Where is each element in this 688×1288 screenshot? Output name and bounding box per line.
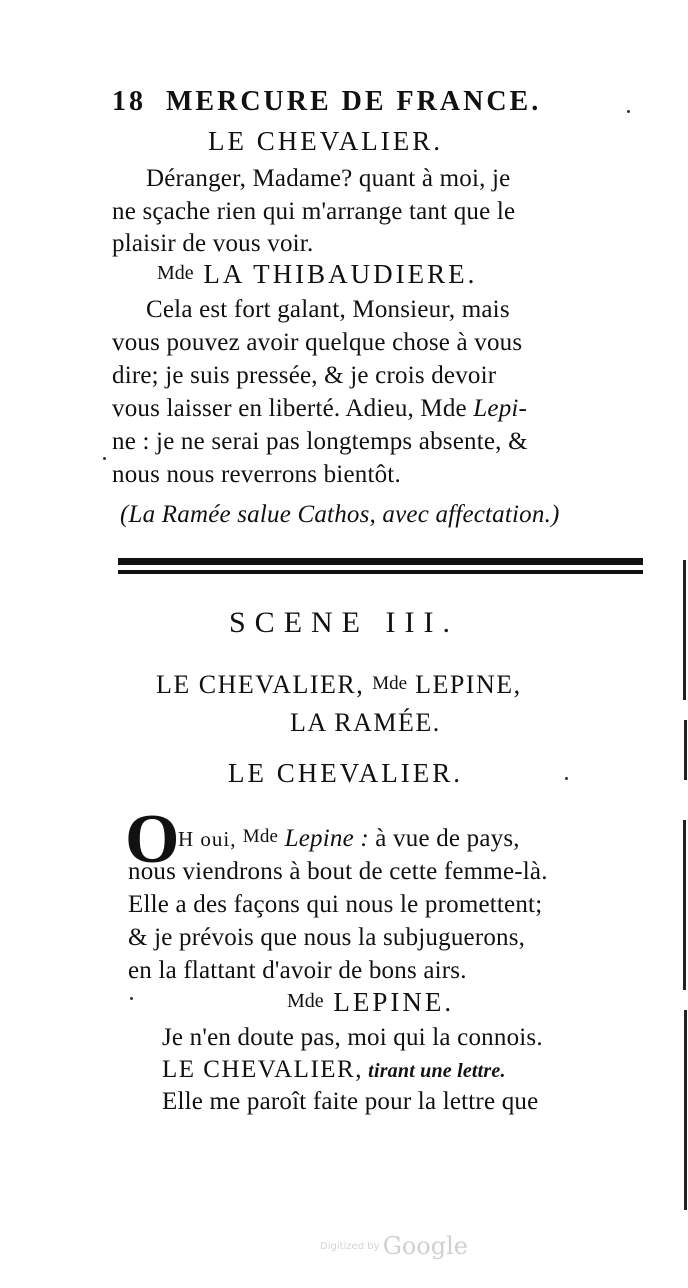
speech-line: nous nous reverrons bientôt. (112, 461, 401, 488)
watermark-prefix: Digitized by (320, 1241, 380, 1252)
scan-speck (565, 777, 568, 780)
speaker-chevalier: LE CHEVALIER. (208, 126, 443, 156)
speaker-name: LE CHEVALIER, (162, 1056, 363, 1083)
speaker-title-prefix: Mde (287, 990, 324, 1012)
speech-line: vous pouvez avoir quelque chose à vous (112, 329, 523, 356)
google-logo: Google (382, 1232, 468, 1260)
cast-name-lepine: LEPINE, (407, 670, 522, 699)
scene-cast-line: LA RAMÉE. (290, 708, 441, 737)
speaker-chevalier: LE CHEVALIER. (228, 758, 463, 788)
scan-speck (130, 997, 133, 1000)
speech-line-italic-name: Lepi- (473, 395, 528, 422)
speaker-thibaudiere (157, 261, 477, 288)
speech-line: Elle a des façons qui nous le promettent; (128, 891, 543, 918)
scan-speck (103, 457, 106, 460)
cast-name-chevalier: LE CHEVALIER, (156, 670, 373, 699)
scan-margin-mark (684, 1010, 687, 1210)
speech-line: plaisir de vous voir. (112, 230, 314, 257)
speech-italic-name: Lepine : (278, 825, 369, 852)
scan-speck (627, 110, 630, 113)
speech-line: Je n'en doute pas, moi qui la connois. (162, 1024, 543, 1051)
scene-cast-line (156, 672, 522, 698)
page-number: 18 (112, 86, 146, 117)
speech-line: en la flattant d'avoir de bons airs. (128, 957, 467, 984)
digitization-watermark (320, 1232, 468, 1260)
scan-margin-mark (684, 720, 687, 780)
section-divider-thick (118, 558, 643, 565)
speech-text: à vue de pays, (368, 825, 520, 852)
speech-title-prefix: Mde (242, 826, 279, 847)
speaker-title-prefix: Mde (157, 262, 194, 284)
speech-line: Cela est fort galant, Monsieur, mais (146, 296, 510, 323)
speech-line: & je prévois que nous la subjuguerons, (128, 924, 526, 951)
section-divider-thin (118, 570, 643, 574)
scan-margin-mark (683, 560, 686, 700)
speech-line: ne : je ne serai pas longtemps absente, & (112, 428, 528, 455)
scan-margin-mark (683, 820, 686, 990)
speech-line (178, 826, 520, 851)
speech-line: Déranger, Madame? quant à moi, je (146, 165, 511, 192)
speaker-name: LEPINE. (333, 987, 455, 1017)
cast-title-prefix: Mde (372, 673, 408, 694)
running-header (112, 88, 541, 116)
stage-direction: (La Ramée salue Cathos, avec affectation.) (120, 501, 560, 528)
speech-text: H oui, (178, 827, 243, 851)
speech-line-text: vous laisser en liberté. Adieu, Mde (112, 395, 467, 422)
speaker-lepine (287, 989, 454, 1016)
speaker-line-with-direction (162, 1057, 506, 1082)
speech-line: dire; je suis pressée, & je crois devoir (112, 362, 497, 389)
speech-line: Elle me paroît faite pour la lettre que (162, 1088, 539, 1115)
speech-line: nous viendrons à bout de cette femme-là. (128, 858, 548, 885)
speech-line: ne sçache rien qui m'arrange tant que le (112, 198, 516, 225)
drop-cap: O (125, 801, 180, 878)
speech-line (112, 396, 527, 421)
scene-title: SCENE III. (229, 606, 459, 639)
stage-direction: tirant une lettre. (362, 1060, 506, 1082)
speaker-name: LA THIBAUDIERE. (203, 259, 478, 289)
running-title: MERCURE DE FRANCE. (166, 86, 542, 117)
